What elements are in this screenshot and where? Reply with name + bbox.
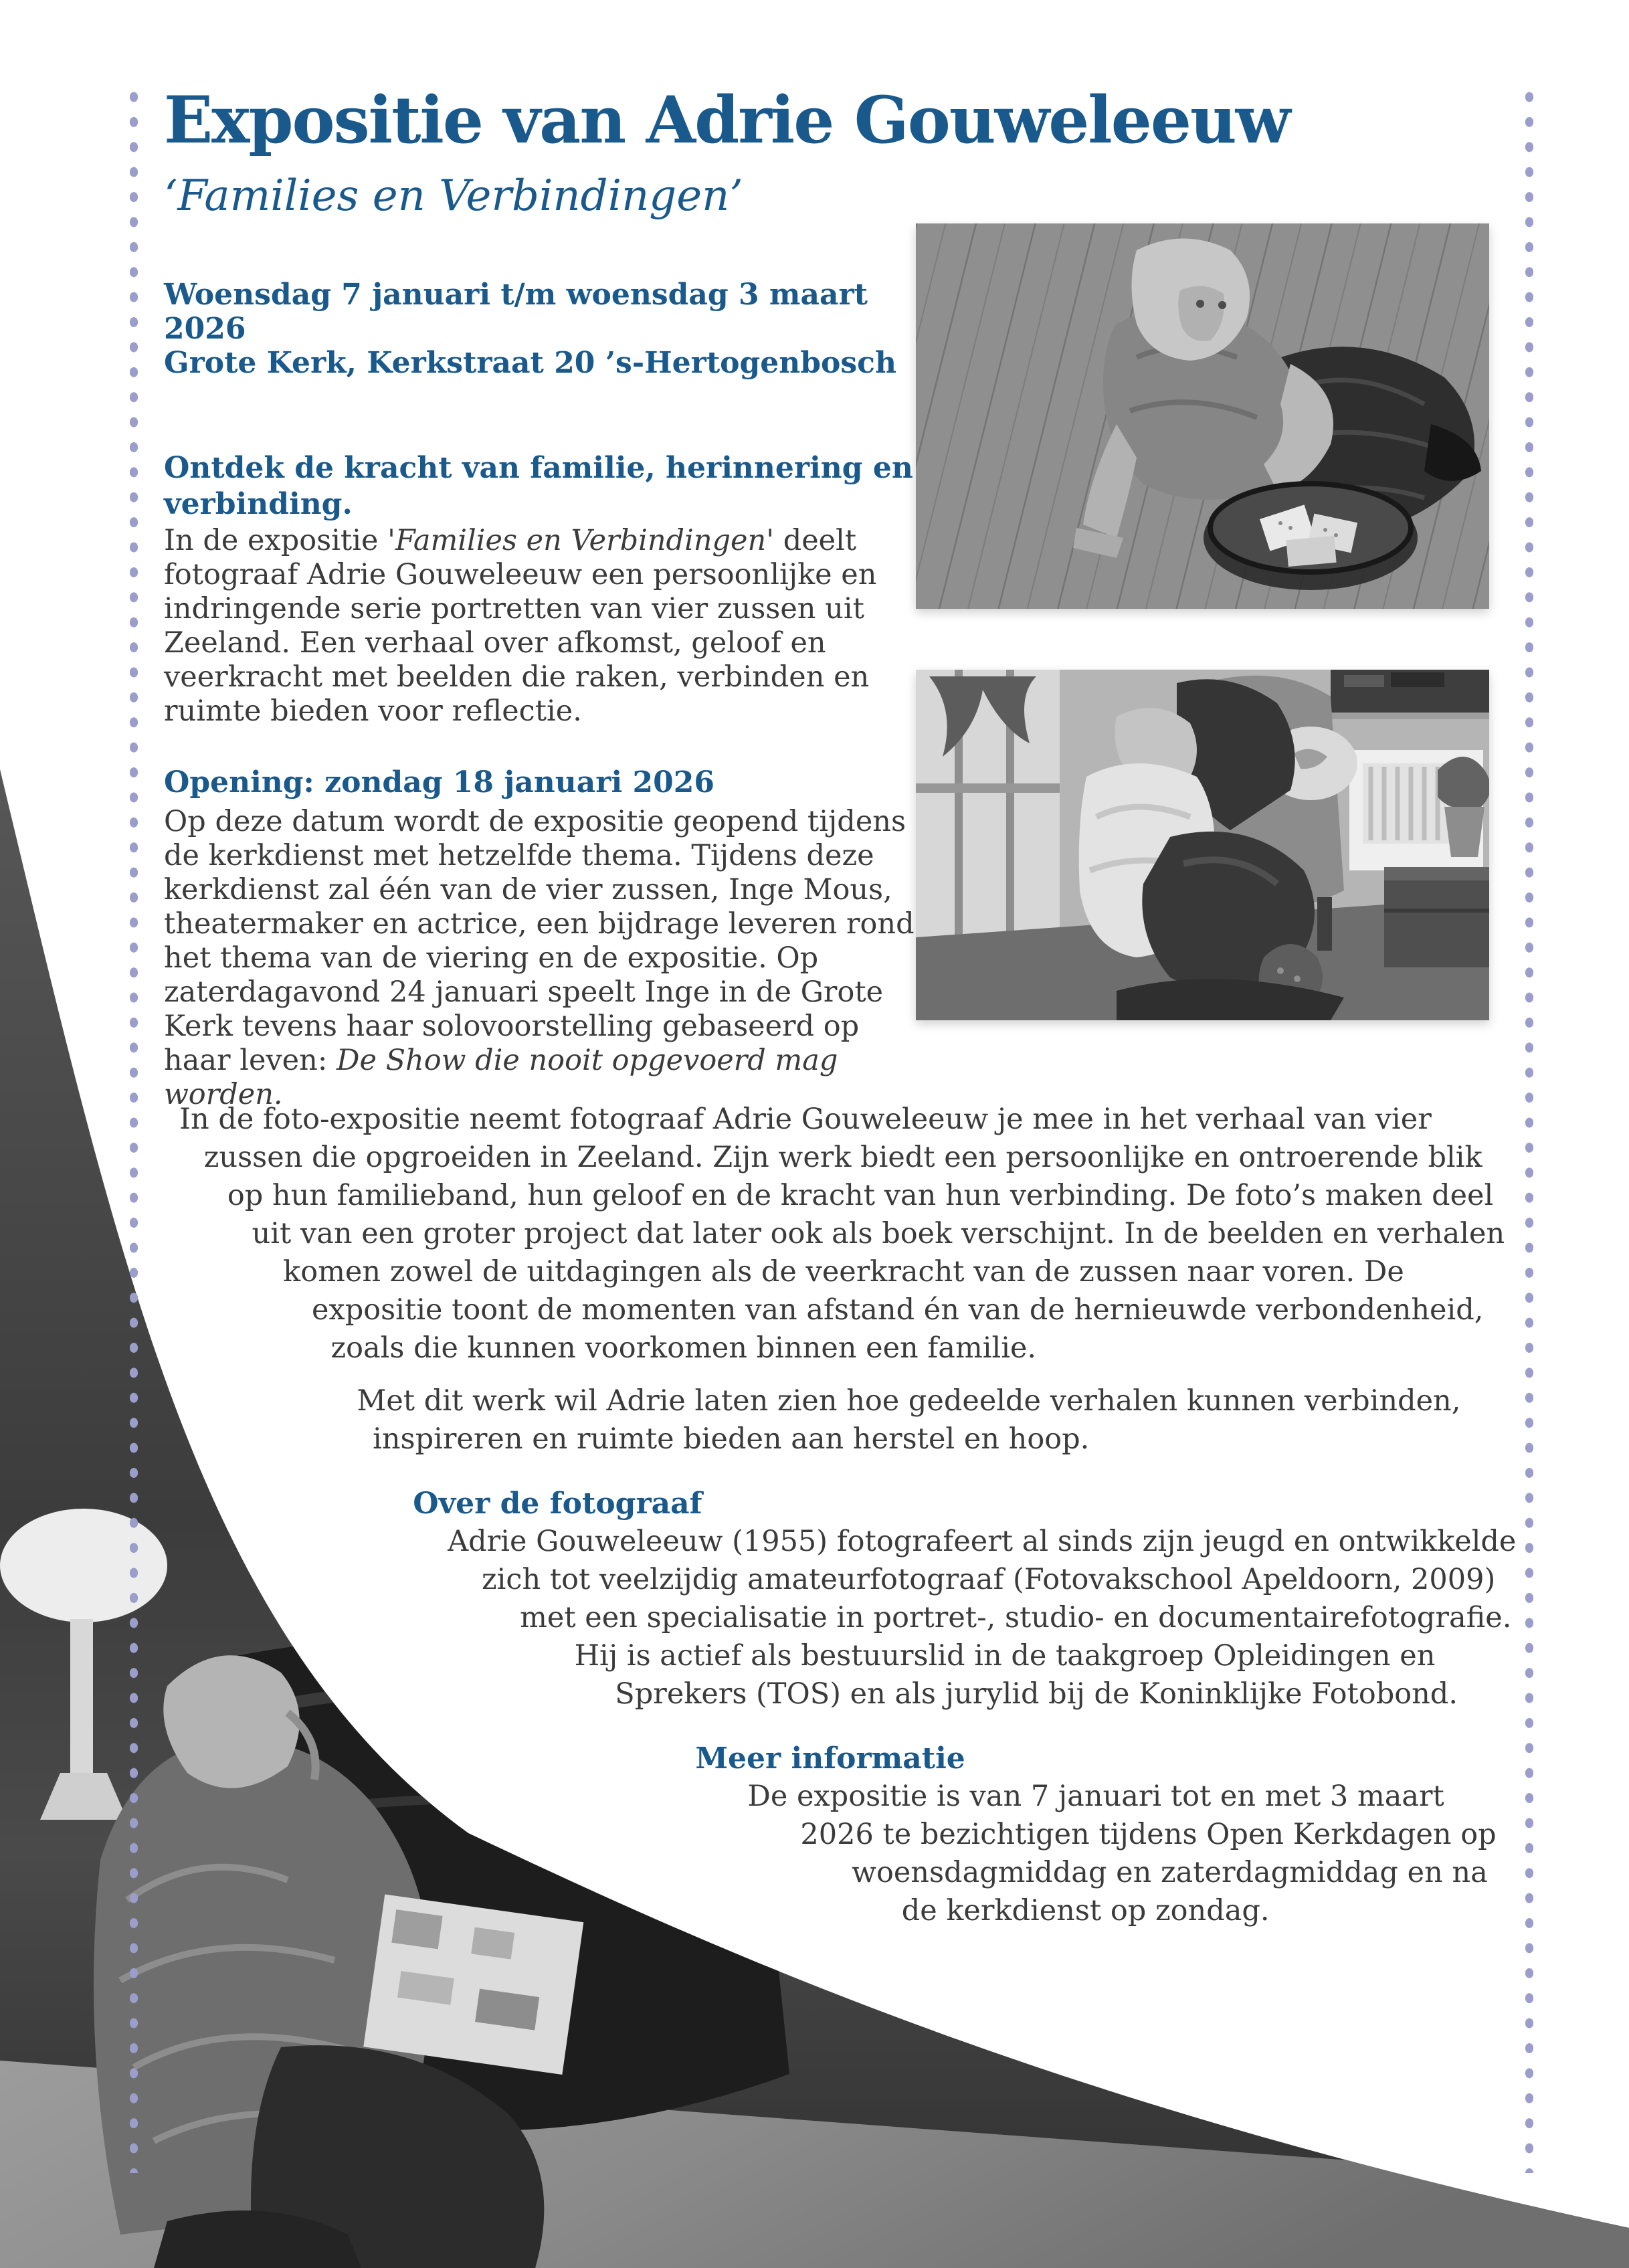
photographer-paragraph: Adrie Gouweleeuw (1955) fotografeert al sinds zijn jeugd en ontwikkelde zich tot veelzijdig amateurfotograaf (Fotovakschool Apeldoorn, 2009) met een specialisatie in portret-, studio- en documentairefotografie. Hij is actief als bestuurslid in de taakgroep Opleidingen en Sprekers (TOS) en als jurylid bij de Koninklijke Fotobond. xyxy=(448,1525,1517,1711)
intro-text-b: deelt fotograaf Adrie Gouweleeuw een persoonlijke en indringende serie portretten van vier zussen uit Zeeland. Een verhaal over afkomst, geloof en veerkracht met beelden die raken, verbinden en ruimte bieden voor reflectie. xyxy=(164,524,877,728)
photo-woman-with-basket xyxy=(916,223,1489,609)
page-subtitle: ‘Families en Verbindingen’ xyxy=(164,171,743,221)
page-title: Expositie van Adrie Gouweleeuw xyxy=(164,82,1290,158)
opening-text-italic: De Show die nooit opgevoerd mag worden. xyxy=(164,1044,838,1111)
opening-heading: Opening: zondag 18 januari 2026 xyxy=(164,765,714,799)
photo2-bookshelf xyxy=(1331,670,1489,719)
left-text-column xyxy=(164,82,1290,1112)
photo1-basket xyxy=(1204,484,1418,590)
opening-paragraph xyxy=(164,805,920,1112)
story-paragraph: In de foto-expositie neemt fotograaf Adrie Gouweleeuw je mee in het verhaal van vier zussen die opgroeiden in Zeeland. Zijn werk biedt een persoonlijke en ontroerende blik op hun familieband, hun geloof en de kracht van hun verbinding. De foto’s maken deel uit van een groter project dat later ook als boek verschijnt. In de beelden en verhalen komen zowel de uitdagingen als de veerkracht van de zussen naar voren. De expositie toont de momenten van afstand én van de hernieuwde verbondenheid, zoals die kunnen voorkomen binnen een familie. xyxy=(179,1103,1505,1365)
intro-text-italic: 'Families en Verbindingen' xyxy=(387,524,775,557)
dotted-border-right xyxy=(1525,91,1534,2173)
event-dates xyxy=(164,278,920,380)
lower-text-flow xyxy=(134,1101,1525,2268)
photo2-window xyxy=(916,670,1060,937)
photographer-heading: Over de fotograaf xyxy=(413,1487,702,1521)
intro-paragraph xyxy=(164,524,920,729)
photo2-chest xyxy=(1384,867,1489,967)
mission-paragraph: Met dit werk wil Adrie laten zien hoe gedeelde verhalen kunnen verbinden, inspireren en ruimte bieden aan herstel en hoop. xyxy=(357,1384,1461,1456)
event-location: Grote Kerk, Kerkstraat 20 ’s-Hertogenbosch xyxy=(164,346,896,380)
dotted-border-left xyxy=(129,91,138,2173)
opening-text-a: Op deze datum wordt de expositie geopend tijdens de kerkdienst met hetzelfde thema. Tijdens deze kerkdienst zal één van de vier zussen, Inge Mous, theatermaker en actrice, een bijdrage leveren rond het thema van de viering en de expositie. Op zaterdagavond 24 januari speelt Inge in de Grote Kerk tevens haar solovoorstelling gebaseerd op haar leven: xyxy=(164,805,915,1077)
intro-text-a: In de expositie xyxy=(164,524,388,557)
event-date-range: Woensdag 7 januari t/m woensdag 3 maart 2026 xyxy=(164,278,868,346)
photo-embrace-living-room xyxy=(916,670,1489,1020)
info-heading: Meer informatie xyxy=(695,1741,965,1776)
intro-heading: Ontdek de kracht van familie, herinnering en verbinding. xyxy=(164,451,913,521)
info-paragraph: De expositie is van 7 januari tot en met 3 maart 2026 te bezichtigen tijdens Open Kerkdagen op woensdagmiddag en zaterdagmiddag en na de kerkdienst op zondag. xyxy=(747,1780,1497,1927)
